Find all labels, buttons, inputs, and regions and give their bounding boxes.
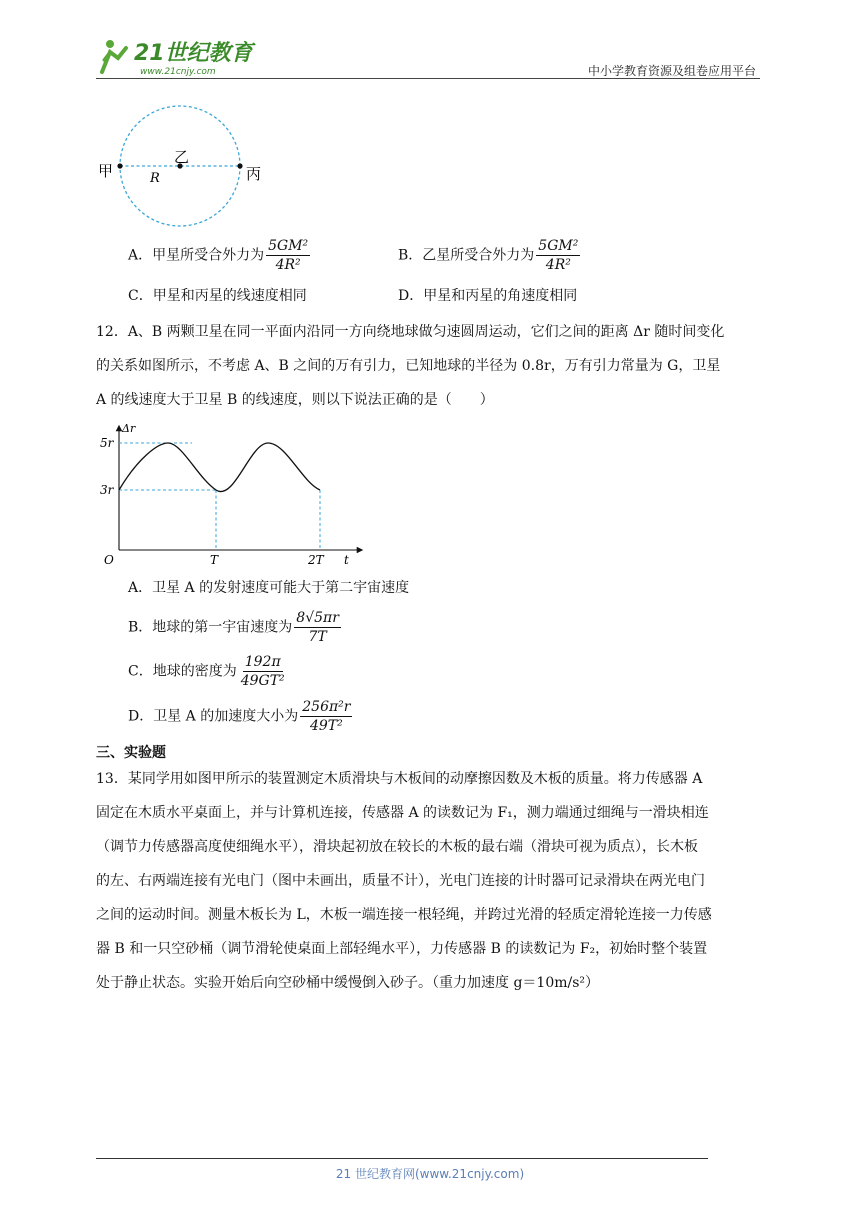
q12-stem (96, 315, 760, 417)
q11-option-d: D．甲星和丙星的角速度相同 (398, 288, 578, 304)
q11-option-b (398, 238, 582, 273)
three-star-figure (92, 100, 282, 240)
y-tick-3r: 3r (100, 483, 114, 497)
x-tick-2T: 2T (308, 553, 324, 567)
fraction-numerator: 256π²r (302, 699, 351, 715)
q12-line-2: 的关系如图所示，不考虑 A、B 之间的万有引力，已知地球的半径为 0.8r，万有引力常量为 G，卫星 (96, 358, 721, 374)
q11-option-a (128, 238, 312, 273)
x-axis-label: t (344, 553, 349, 567)
y-axis-label: Δr (122, 422, 136, 435)
logo-url: www.21cnjy.com (140, 67, 216, 77)
label-R: R (150, 171, 160, 186)
fraction-numerator: 5GM² (268, 238, 309, 254)
q13-line-1: 13．某同学用如图甲所示的装置测定木质滑块与木板间的动摩擦因数及木板的质量。将力传感器 A (96, 771, 703, 787)
q11-option-c: C．甲星和丙星的线速度相同 (128, 288, 307, 304)
q12-line-1: 12．A、B 两颗卫星在同一平面内沿同一方向绕地球做匀速圆周运动，它们之间的距离 Δr 随时间变化 (96, 324, 725, 340)
q12-c-text: C．地球的密度为 (128, 663, 237, 680)
label-bing: 丙 (246, 165, 262, 183)
fraction-denominator: 4R² (545, 257, 571, 273)
fraction-denominator: 49GT² (240, 673, 285, 689)
q13-line-7: 处于静止状态。实验开始后向空砂桶中缓慢倒入砂子。（重力加速度 g＝10m/s²） (96, 975, 600, 991)
origin-label: O (104, 553, 114, 567)
star-bing (237, 163, 242, 168)
q12-d-text: D．卫星 A 的加速度大小为 (128, 708, 299, 725)
q13-line-5: 之间的运动时间。测量木板长为 L，木板一端连接一根轻绳，并跨过光滑的轻质定滑轮连接一力传感 (96, 907, 712, 923)
site-logo (96, 34, 256, 80)
q12-b-text: B．地球的第一宇宙速度为 (128, 619, 293, 636)
fraction-denominator: 49T² (309, 718, 343, 734)
footer-text: 21 世纪教育网(www.21cnjy.com) (335, 1167, 525, 1181)
q13-line-2: 固定在木质水平桌面上，并与计算机连接，传感器 A 的读数记为 F₁，测力端通过细绳与一滑块相连 (96, 805, 709, 821)
star-jia (117, 163, 122, 168)
distance-time-graph (98, 418, 368, 568)
fraction-denominator: 4R² (275, 257, 301, 273)
footer-divider (96, 1158, 708, 1159)
q11-b-fraction (536, 238, 580, 273)
logo-text: 21世纪教育 (134, 41, 253, 66)
q11-a-text: A．甲星所受合外力为 (128, 247, 265, 264)
fraction-denominator: 7T (308, 629, 327, 645)
q12-b-fraction (294, 610, 341, 645)
y-tick-5r: 5r (100, 436, 114, 450)
q12-line-3: A 的线速度大于卫星 B 的线速度，则以下说法正确的是（ ） (96, 392, 494, 408)
label-jia: 甲 (98, 162, 114, 180)
q13-line-3: （调节力传感器高度使细绳水平），滑块起初放在较长的木板的最右端（滑块可视为质点），长木板 (96, 839, 698, 855)
q12-option-b (128, 610, 343, 645)
x-tick-T: T (210, 553, 219, 567)
q13-stem (96, 762, 760, 1000)
q12-c-fraction (239, 654, 287, 689)
q12-option-c (128, 654, 289, 689)
q13-line-4: 的左、右两端连接有光电门（图中未画出，质量不计），光电门连接的计时器可记录滑块在两光电门 (96, 873, 705, 889)
fraction-numerator: 8√5πr (296, 610, 339, 626)
header-divider (96, 78, 760, 79)
label-yi: 乙 (174, 148, 190, 166)
q11-a-fraction (266, 238, 310, 273)
distance-curve (119, 443, 320, 492)
q12-d-fraction (300, 699, 352, 734)
fraction-numerator: 192π (244, 654, 281, 670)
q11-b-text: B．乙星所受合外力为 (398, 247, 535, 264)
q13-line-6: 器 B 和一只空砂桶（调节滑轮使桌面上部轻绳水平），力传感器 B 的读数记为 F₂，初始时整个装置 (96, 941, 708, 957)
q12-option-d (128, 699, 354, 734)
section-heading-experiment: 三、实验题 (96, 745, 166, 761)
fraction-numerator: 5GM² (538, 238, 579, 254)
q12-option-a: A．卫星 A 的发射速度可能大于第二宇宙速度 (128, 580, 410, 596)
header-platform-text: 中小学教育资源及组卷应用平台 (587, 64, 756, 78)
